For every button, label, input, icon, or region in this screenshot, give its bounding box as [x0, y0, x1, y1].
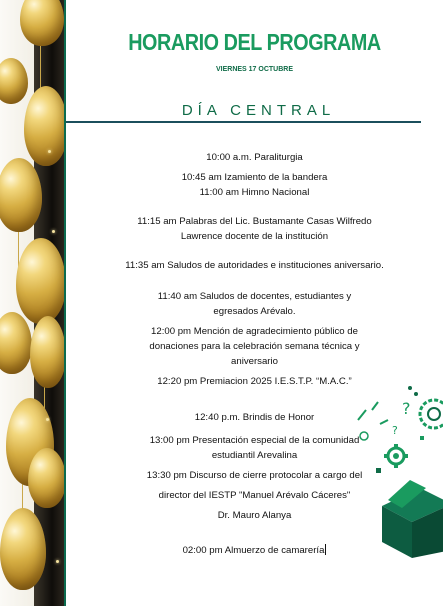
graduation-cap-icon	[382, 480, 443, 558]
sparkle-icon	[46, 418, 49, 421]
schedule-line-text: 02:00 pm Almuerzo de camarería	[182, 545, 325, 556]
schedule-line: 11:35 am Saludos de autoridades e instituciones aniversario.	[125, 260, 384, 271]
event-date: VIERNES 17 OCTUBRE	[215, 66, 294, 73]
idea-stroke	[358, 410, 366, 420]
gold-balloons-strip	[0, 0, 66, 606]
schedule-line: aniversario	[231, 356, 278, 367]
schedule-line: 10:00 a.m. Paraliturgia	[206, 152, 303, 163]
schedule-line: Dr. Mauro Alanya	[217, 510, 292, 521]
graduation-ideas-decoration	[352, 380, 443, 560]
schedule-line: donaciones para la celebración semana técnica y	[149, 341, 360, 352]
schedule-line: 11:40 am Saludos de docentes, estudiantes y	[157, 291, 352, 302]
sparkle-icon	[52, 230, 55, 233]
schedule-line: 12:20 pm Premiacion 2025 I.E.S.T.P. “M.A.C.”	[157, 376, 352, 387]
gold-balloon-icon	[30, 316, 66, 388]
question-mark-icon: ?	[392, 424, 398, 437]
schedule-line: estudiantil Arevalina	[211, 450, 298, 461]
page-title: HORARIO DEL PROGRAMA	[128, 29, 381, 55]
square-dot-icon	[376, 468, 381, 473]
schedule-line: 13:30 pm Discurso de cierre protocolar a cargo del	[146, 470, 363, 481]
gold-balloon-icon	[0, 508, 46, 590]
sparkle-icon	[56, 560, 59, 563]
schedule-line: 12:00 pm Mención de agradecimiento público de	[151, 326, 358, 337]
sparkle-icon	[48, 150, 51, 153]
text-cursor	[325, 544, 326, 555]
idea-stroke	[380, 420, 388, 424]
schedule-line: Lawrence docente de la institución	[180, 231, 329, 242]
schedule-line: 12:40 p.m. Brindis de Honor	[194, 412, 315, 423]
dot-icon	[408, 386, 412, 390]
section-divider	[66, 121, 421, 123]
question-mark-icon: ?	[402, 399, 411, 418]
gold-balloon-icon	[28, 448, 66, 508]
lightbulb-icon	[420, 400, 443, 428]
dot-icon	[414, 392, 418, 396]
gold-balloon-icon	[24, 86, 66, 166]
section-heading: DÍA CENTRAL	[181, 102, 336, 119]
gold-balloon-icon	[0, 312, 32, 374]
schedule-line: director del IESTP "Manuel Arévalo Cáceres"	[158, 490, 351, 501]
gold-balloon-icon	[0, 58, 28, 104]
gear-icon	[384, 444, 408, 468]
idea-stroke	[372, 402, 378, 410]
schedule-line: 11:00 am Himno Nacional	[199, 187, 310, 198]
gold-balloon-icon	[16, 238, 66, 324]
schedule-line: egresados Arévalo.	[213, 306, 296, 317]
schedule-line: 10:45 am Izamiento de la bandera	[181, 172, 328, 183]
ring-icon	[360, 432, 368, 440]
square-dot-icon	[420, 436, 424, 440]
schedule-line: 11:15 am Palabras del Lic. Bustamante Casas Wilfredo	[137, 216, 372, 227]
schedule-line: 13:00 pm Presentación especial de la comunidad	[149, 435, 360, 446]
